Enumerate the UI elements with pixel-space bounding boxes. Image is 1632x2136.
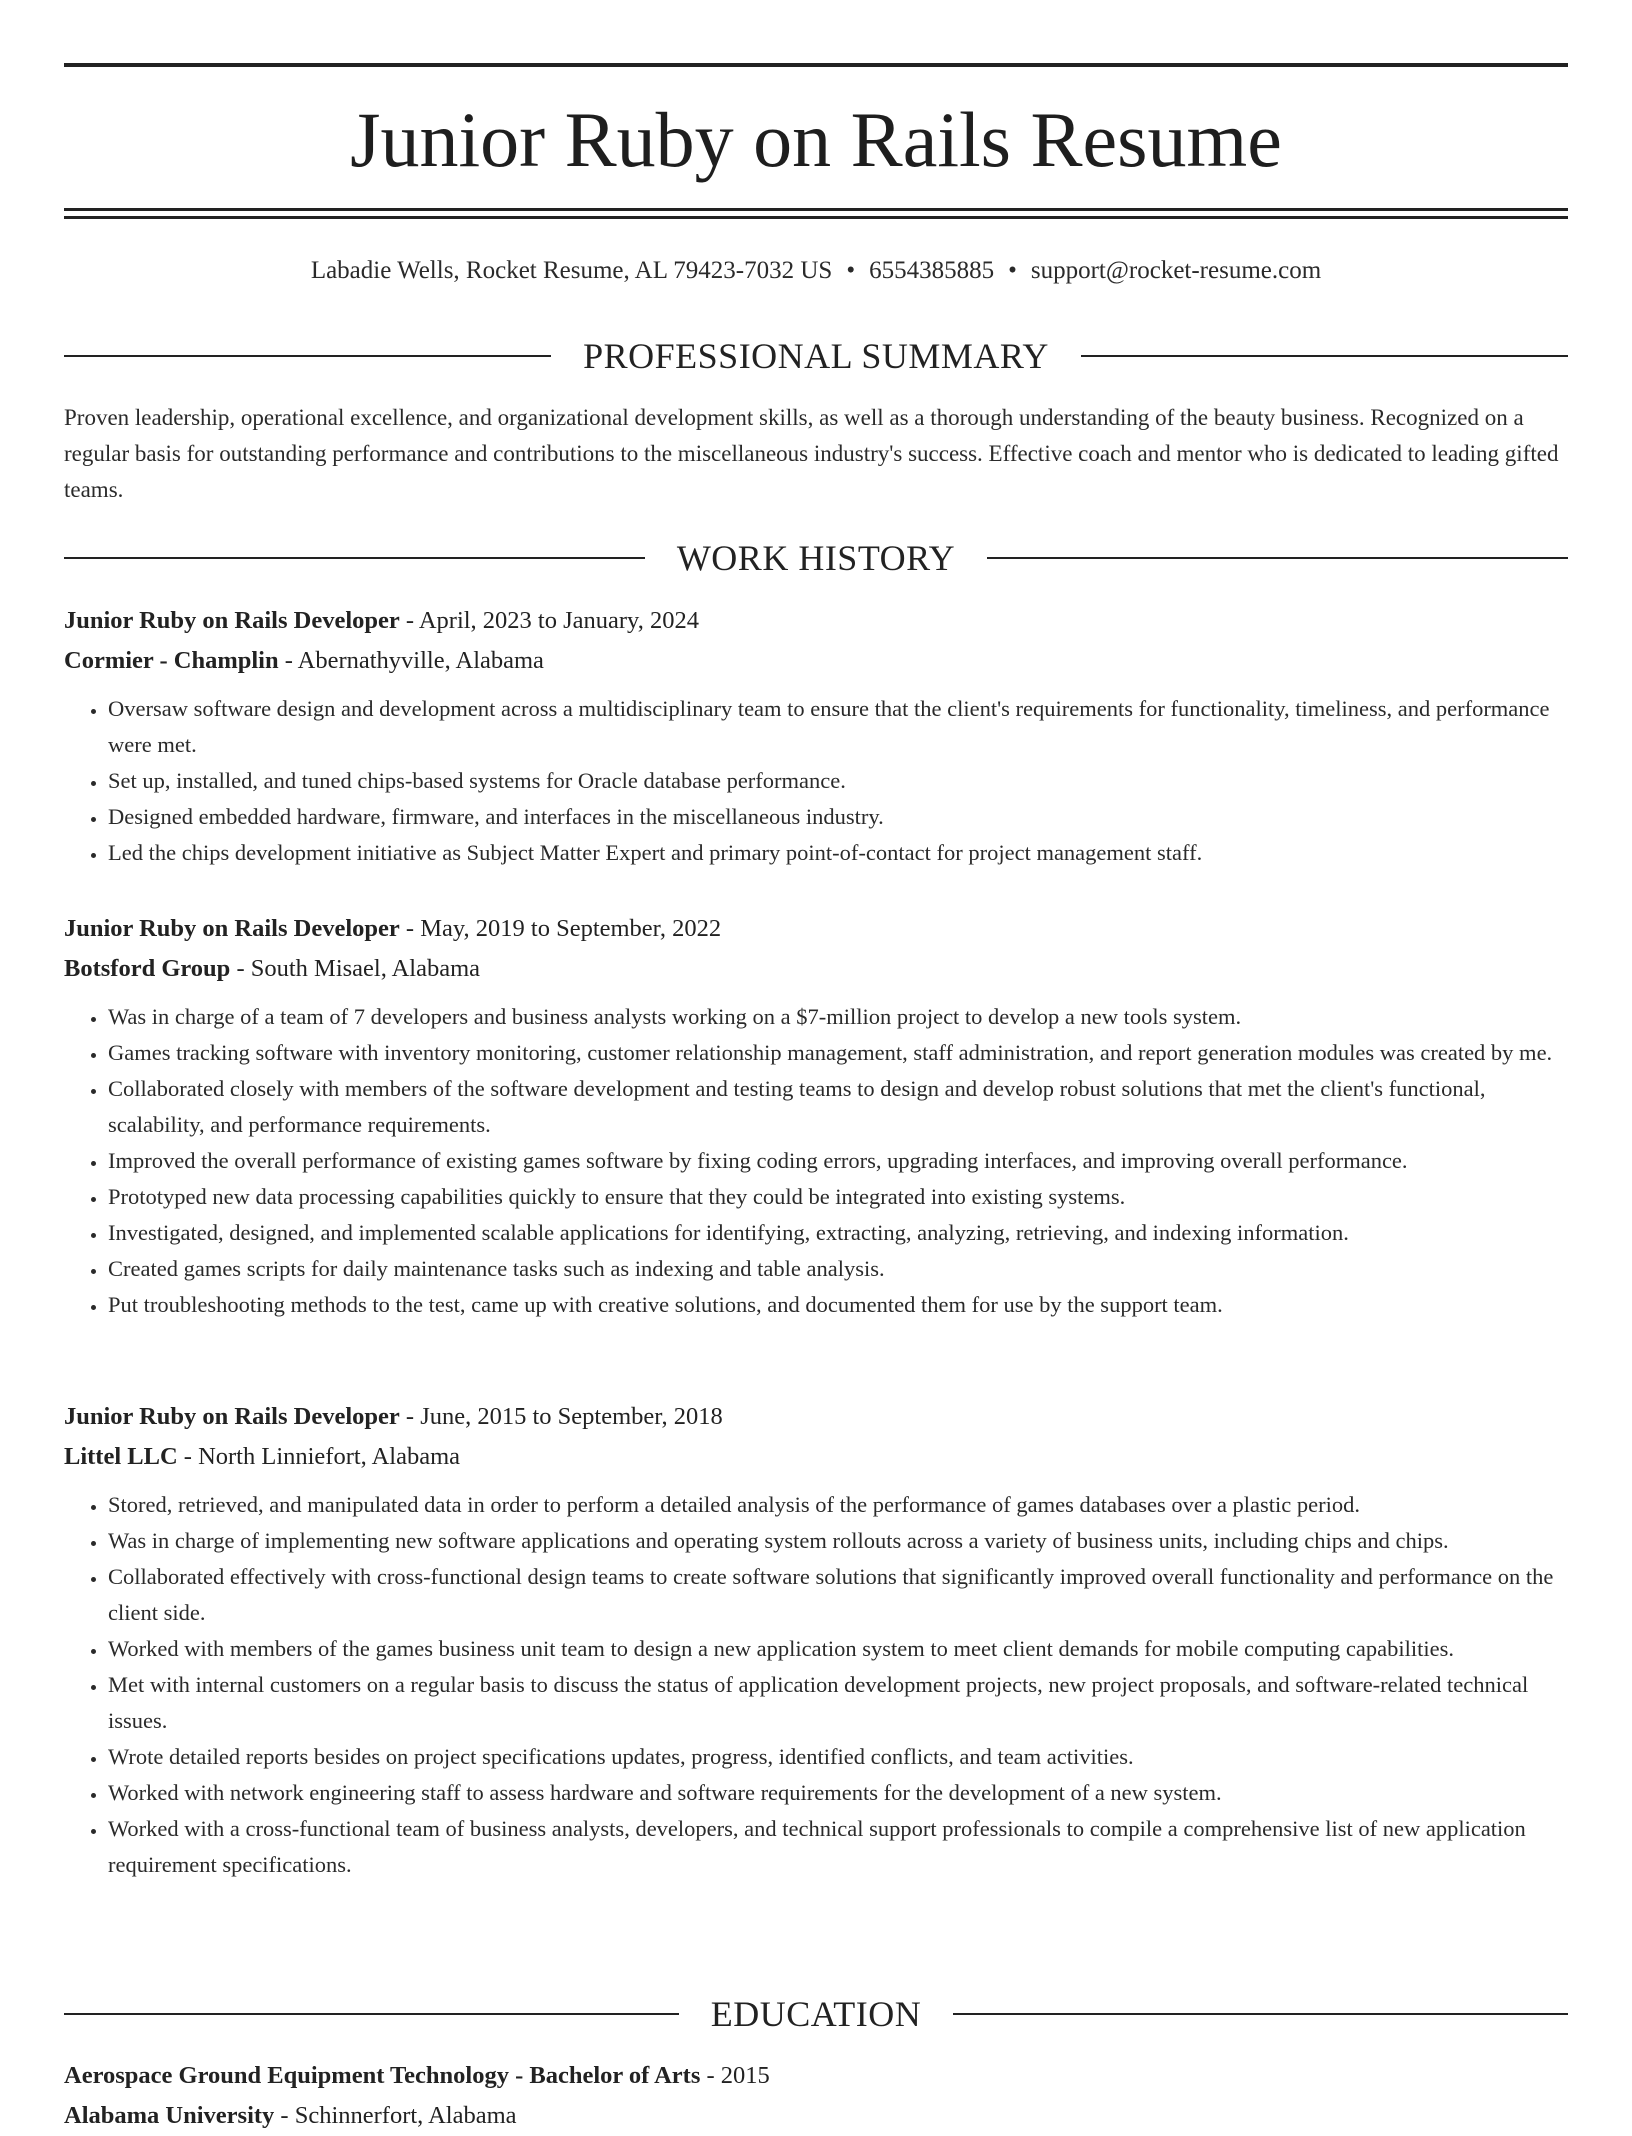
job-company: Botsford Group — [64, 955, 231, 982]
section-rule — [987, 557, 1568, 559]
job-entry — [64, 1397, 1568, 1883]
job-title-line — [64, 1397, 1568, 1437]
list-item: • Created games scripts for daily maintenance tasks such as indexing and table analysis. — [108, 1251, 1568, 1287]
list-item: • Prototyped new data processing capabilities quickly to ensure that they could be integrated into existing systems. — [108, 1179, 1568, 1215]
job-bullets — [64, 999, 1568, 1323]
list-item: • Improved the overall performance of existing games software by fixing coding errors, upgrading interfaces, and improving overall performance. — [108, 1143, 1568, 1179]
job-location: - South Misael, Alabama — [230, 955, 481, 982]
section-header-education — [64, 1992, 1568, 2036]
contact-line — [64, 254, 1568, 288]
job-entry — [64, 601, 1568, 871]
list-item: • Games tracking software with inventory monitoring, customer relationship management, staff administration, and report generation modules was created by me. — [108, 1035, 1568, 1071]
job-company-line — [64, 1437, 1568, 1477]
list-item: • Met with internal customers on a regular basis to discuss the status of application development projects, new project proposals, and software-related technical issues. — [108, 1667, 1568, 1739]
list-item: • Set up, installed, and tuned chips-based systems for Oracle database performance. — [108, 763, 1568, 799]
list-item: • Worked with members of the games business unit team to design a new application system to meet client demands for mobile computing capabilities. — [108, 1631, 1568, 1667]
list-item: • Collaborated effectively with cross-functional design teams to create software solutions that significantly improved overall functionality and performance on the client side. — [108, 1559, 1568, 1631]
job-title: Junior Ruby on Rails Developer — [64, 915, 400, 942]
education-entry — [64, 2056, 1568, 2136]
education-school: Alabama University — [64, 2102, 275, 2129]
education-degree: Aerospace Ground Equipment Technology - Bachelor of Arts — [64, 2062, 701, 2089]
job-company-line — [64, 949, 1568, 989]
job-company-line — [64, 641, 1568, 681]
job-dates: - April, 2023 to January, 2024 — [399, 607, 699, 634]
education-degree-line — [64, 2056, 1568, 2096]
list-item: • Stored, retrieved, and manipulated data in order to perform a detailed analysis of the performance of games databases over a plastic period. — [108, 1487, 1568, 1523]
list-item: • Was in charge of implementing new software applications and operating system rollouts across a variety of business units, including chips and chips. — [108, 1523, 1568, 1559]
resume-title: Junior Ruby on Rails Resume — [350, 96, 1282, 183]
list-item: • Worked with a cross-functional team of business analysts, developers, and technical support professionals to compile a comprehensive list of new application requirement specifications. — [108, 1811, 1568, 1883]
title-rule-lower — [64, 216, 1568, 219]
contact-separator: • — [846, 257, 856, 284]
list-item: • Led the chips development initiative as Subject Matter Expert and primary point-of-contact for project management staff. — [108, 835, 1568, 871]
list-item: • Collaborated closely with members of the software development and testing teams to design and develop robust solutions that met the client's functional, scalability, and performance requirements. — [108, 1071, 1568, 1143]
section-title: EDUCATION — [710, 1994, 922, 2034]
job-bullets — [64, 1487, 1568, 1883]
job-title-line — [64, 601, 1568, 641]
list-item: • Oversaw software design and development across a multidisciplinary team to ensure that the client's requirements for functionality, timeliness, and performance were met. — [108, 691, 1568, 763]
summary-text: Proven leadership, operational excellence, and organizational development skills, as well as a thorough understanding of the beauty business. Recognized on a regular basis for outstanding performance and contributions to the miscellaneous industry's success. Effective coach and mentor who is dedicated to leading gifted teams. — [64, 405, 1559, 502]
job-title: Junior Ruby on Rails Developer — [64, 607, 400, 634]
section-rule — [953, 2013, 1568, 2015]
contact-phone: 6554385885 — [869, 257, 995, 284]
section-header-work — [64, 536, 1568, 580]
section-header-summary — [64, 334, 1568, 378]
job-dates: - May, 2019 to September, 2022 — [399, 915, 722, 942]
job-location: - Abernathyville, Alabama — [278, 647, 544, 674]
job-title: Junior Ruby on Rails Developer — [64, 1403, 400, 1430]
job-dates: - June, 2015 to September, 2018 — [399, 1403, 723, 1430]
list-item: • Investigated, designed, and implemented scalable applications for identifying, extracting, analyzing, retrieving, and indexing information. — [108, 1215, 1568, 1251]
title-rule-upper — [64, 208, 1568, 211]
job-location: - North Linniefort, Alabama — [177, 1443, 461, 1470]
top-rule — [64, 63, 1568, 67]
job-company: Littel LLC — [64, 1443, 178, 1470]
contact-address: Labadie Wells, Rocket Resume, AL 79423-7032 US — [310, 257, 833, 284]
education-school-line — [64, 2096, 1568, 2136]
contact-email: support@rocket-resume.com — [1030, 257, 1322, 284]
contact-separator: • — [1008, 257, 1017, 284]
section-title: WORK HISTORY — [676, 538, 956, 578]
list-item: • Wrote detailed reports besides on project specifications updates, progress, identified conflicts, and team activities. — [108, 1739, 1568, 1775]
section-rule — [1081, 355, 1568, 357]
job-entry — [64, 909, 1568, 1323]
list-item: • Was in charge of a team of 7 developers and business analysts working on a $7-million project to develop a new tools system. — [108, 999, 1568, 1035]
section-rule — [64, 355, 551, 357]
education-year: - 2015 — [700, 2062, 770, 2089]
section-rule — [64, 557, 645, 559]
section-title: PROFESSIONAL SUMMARY — [583, 336, 1049, 376]
education-location: - Schinnerfort, Alabama — [274, 2102, 517, 2129]
list-item: • Designed embedded hardware, firmware, and interfaces in the miscellaneous industry. — [108, 799, 1568, 835]
job-title-line — [64, 909, 1568, 949]
list-item: • Put troubleshooting methods to the test, came up with creative solutions, and documented them for use by the support team. — [108, 1287, 1568, 1323]
job-company: Cormier - Champlin — [64, 647, 279, 674]
job-bullets — [64, 691, 1568, 871]
section-rule — [64, 2013, 679, 2015]
list-item: • Worked with network engineering staff to assess hardware and software requirements for the development of a new system. — [108, 1775, 1568, 1811]
